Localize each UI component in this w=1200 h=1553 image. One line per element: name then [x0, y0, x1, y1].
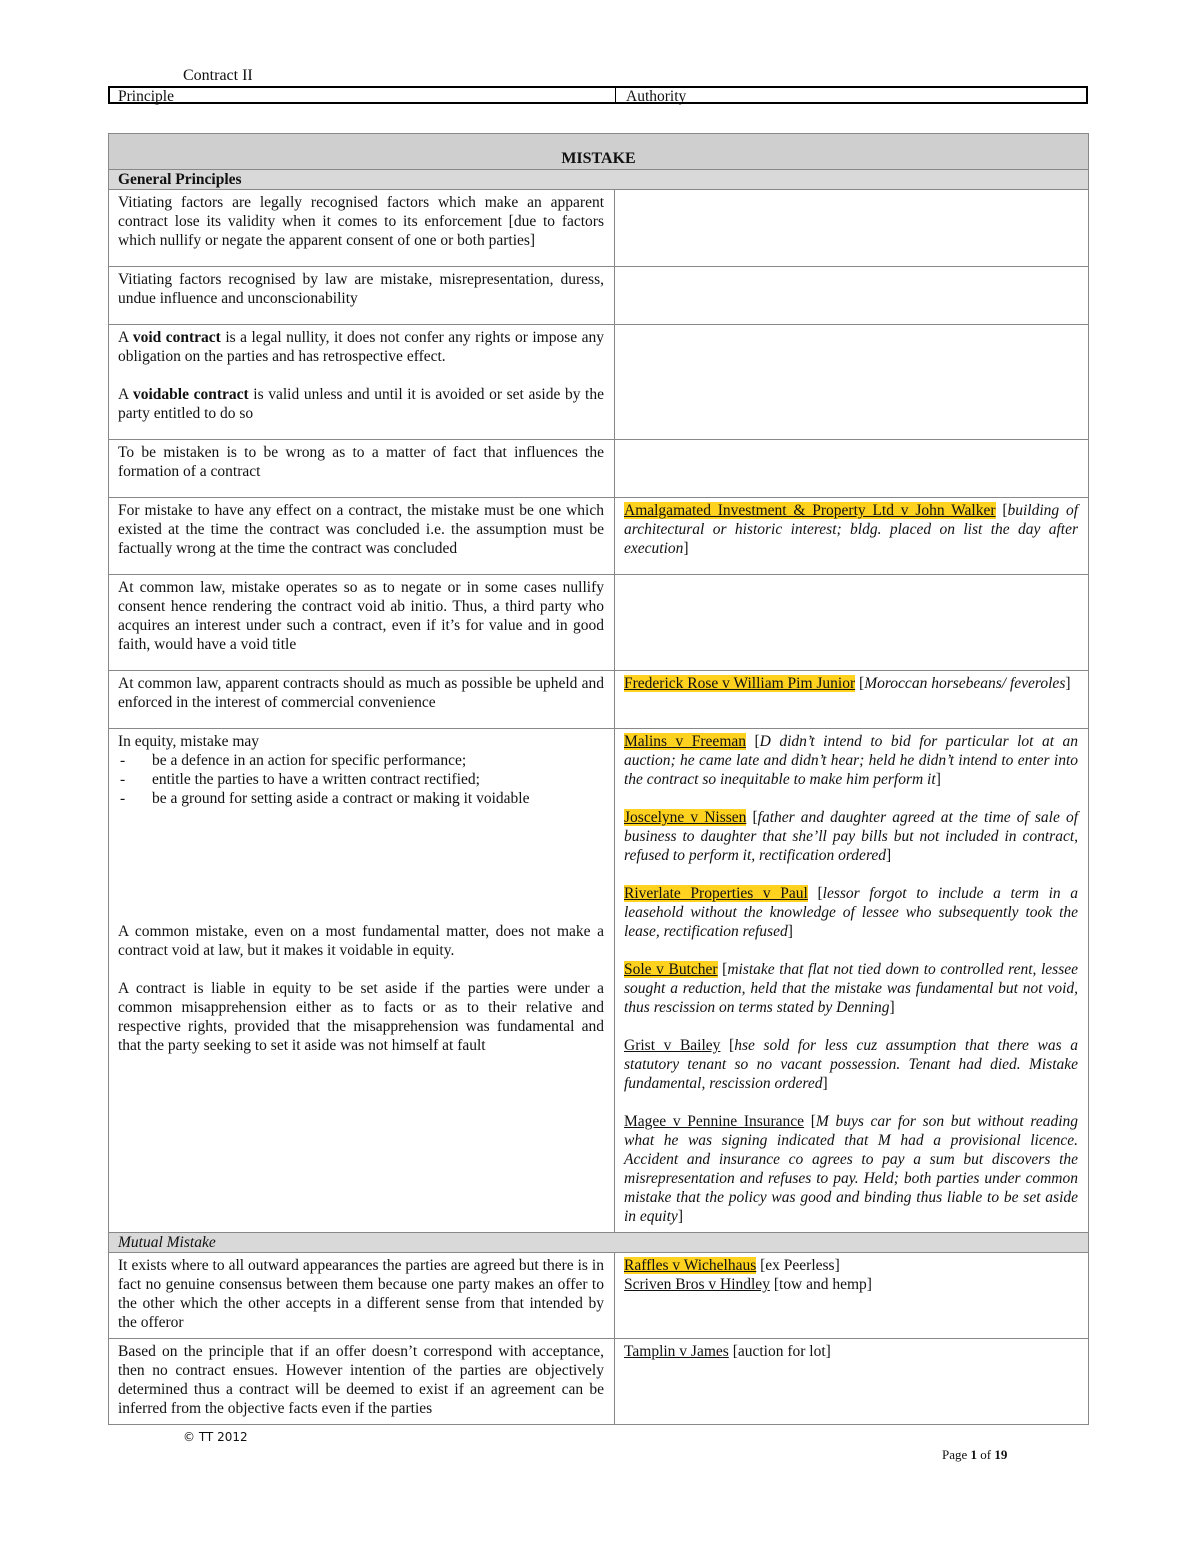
subsection-title-general: General Principles: [109, 170, 1089, 190]
case-entry: [624, 1275, 1078, 1294]
table-row: [109, 1339, 1089, 1425]
principle-cell: To be mistaken is to be wrong as to a matter of fact that influences the formation of a contract: [109, 440, 615, 498]
text-run: ]: [1065, 675, 1071, 692]
column-header-table: [108, 86, 1088, 104]
authority-cell: [615, 190, 1089, 267]
header-divider: [615, 88, 616, 104]
authority-cell: [615, 267, 1089, 325]
case-name: Grist v Bailey: [624, 1037, 721, 1054]
case-name: Malins v Freeman: [624, 733, 747, 750]
case-note: hse sold for less cuz assumption that there was a statutory tenant so no vacant possession. Tenant had died. Mistake fundamental, rescission ordered: [624, 1037, 1079, 1092]
text-run: of: [977, 1447, 995, 1462]
case-note: building of architectural or historic interest; bldg. placed on list the day after execution: [624, 502, 1079, 557]
text-run: [: [746, 809, 758, 826]
authority-cell: [615, 1253, 1089, 1339]
text-run: [: [855, 675, 865, 692]
authority-cell: [615, 440, 1089, 498]
case-entry: [624, 1112, 1078, 1226]
principle-cell: At common law, apparent contracts should as much as possible be upheld and enforced in the interest of commercial convenience: [109, 671, 615, 729]
table-row: [109, 440, 1089, 498]
principle-cell: Vitiating factors are legally recognised factors which make an apparent contract lose its validity when it comes to its enforcement [due to factors which nullify or negate the apparent consent of one or both parties]: [109, 190, 615, 267]
subsection-title-mutual: Mutual Mistake: [109, 1233, 1089, 1253]
case-note: mistake that flat not tied down to controlled rent, lessee sought a reduction, held that the mistake was fundamental but not void, thus rescission on terms stated by Denning: [624, 961, 1079, 1016]
defined-term: voidable contract: [132, 386, 249, 403]
text-run: [: [720, 1037, 735, 1054]
equity-intro: In equity, mistake may: [118, 733, 260, 750]
principle-cell: For mistake to have any effect on a contract, the mistake must be one which existed at the time the contract was concluded i.e. the assumption must be factually wrong at the time the contract was concluded: [109, 498, 615, 575]
text-run: [: [717, 961, 728, 978]
list-item: - be a ground for setting aside a contract or making it voidable: [118, 789, 604, 808]
table-row: [109, 671, 1089, 729]
section-title: MISTAKE: [109, 134, 1089, 170]
authority-header: Authority: [626, 88, 687, 105]
text-run: ]: [787, 923, 793, 940]
list-item: - be a defence in an action for specific performance;: [118, 751, 604, 770]
case-entry: [624, 884, 1078, 941]
case-entry: [624, 1036, 1078, 1093]
authority-cell: [615, 1339, 1089, 1425]
case-entry: [624, 808, 1078, 865]
case-name: Magee v Pennine Insurance: [624, 1113, 805, 1130]
equity-list: [118, 751, 604, 808]
authority-cell: [615, 671, 1089, 729]
case-name: Tamplin v James: [624, 1343, 729, 1360]
text-run: [: [746, 733, 760, 750]
case-name: Joscelyne v Nissen: [624, 809, 747, 826]
table-row: [109, 1253, 1089, 1339]
void-contract-definition: [118, 328, 604, 366]
common-mistake-paragraph: A common mistake, even on a most fundamental matter, does not make a contract void at law, but it makes it voidable in equity.: [118, 923, 604, 959]
text-run: [: [804, 1113, 816, 1130]
case-note: [auction for lot]: [728, 1343, 831, 1360]
total-pages: 19: [994, 1447, 1008, 1462]
table-row: [109, 729, 1089, 1233]
case-name: Frederick Rose v William Pim Junior: [624, 675, 856, 692]
defined-term: void contract: [132, 329, 221, 346]
principle-cell: [109, 325, 615, 440]
authority-cell: [615, 498, 1089, 575]
voidable-contract-definition: [118, 385, 604, 423]
current-page: 1: [970, 1447, 978, 1462]
case-note: [ex Peerless]: [756, 1257, 840, 1274]
authority-cell: [615, 729, 1089, 1233]
text-run: ]: [935, 771, 941, 788]
text-run: A: [118, 386, 133, 403]
case-note: M buys car for son but without reading what he was signing indicated that M had a provisional licence. Accident and insurance co agrees to pay a sum but discovers the misrepresentation and refuses to pay. Held; both parties under common mistake that the policy was good and binding thus liable to be set aside in equity: [624, 1113, 1079, 1225]
spacer: [118, 808, 604, 922]
principle-cell: Vitiating factors recognised by law are mistake, misrepresentation, duress, undue influence and unconscionability: [109, 267, 615, 325]
text-run: ]: [677, 1208, 683, 1225]
case-name: Scriven Bros v Hindley: [624, 1276, 770, 1293]
text-run: ]: [886, 847, 892, 864]
case-note: [tow and hemp]: [769, 1276, 872, 1293]
text-run: [: [807, 885, 823, 902]
text-run: [: [995, 502, 1008, 519]
principle-cell: [109, 729, 615, 1233]
principle-cell: It exists where to all outward appearances the parties are agreed but there is in fact no genuine consensus between them because one party makes an offer to the other which the other accepts in a different sense from that intended by the offeror: [109, 1253, 615, 1339]
case-name: Riverlate Properties v Paul: [624, 885, 808, 902]
mistake-table: [108, 133, 1089, 1425]
equity-setaside-paragraph: A contract is liable in equity to be set aside if the parties were under a common misapprehension either as to facts or as to their relative and respective rights, provided that the misapprehension was fundamental and that the party seeking to set it aside was not himself at fault: [118, 980, 604, 1054]
case-note: lessor forgot to include a term in a leasehold without the knowledge of lessee who subsequently took the lease, rectification refused: [624, 885, 1079, 940]
text-run: ]: [822, 1075, 828, 1092]
case-name: Raffles v Wichelhaus: [624, 1257, 757, 1274]
document-title: Contract II: [183, 67, 253, 84]
case-note: D didn’t intend to bid for particular lot at an auction; he came late and didn’t hear; held he didn’t intend to enter into the contract so inequitable to make him perform it: [624, 733, 1079, 788]
case-note: father and daughter agreed at the time of sale of business to daughter that she’ll pay bills but not included in contract, refused to perform it, rectification ordered: [624, 809, 1079, 864]
case-note: Moroccan horsebeans/ feveroles: [864, 675, 1066, 692]
text-run: ]: [683, 540, 689, 557]
subsection-row-mutual: [109, 1233, 1089, 1253]
text-run: ]: [889, 999, 895, 1016]
table-row: [109, 267, 1089, 325]
authority-cell: [615, 325, 1089, 440]
case-name: Amalgamated Investment & Property Ltd v John Walker: [624, 502, 996, 519]
text-run: A: [118, 329, 133, 346]
case-name: Sole v Butcher: [624, 961, 718, 978]
page-number: [942, 1445, 1007, 1464]
case-entry: [624, 732, 1078, 789]
subsection-row-general: [109, 170, 1089, 190]
text-run: is valid unless and until it is avoided or set aside by the party entitled to do so: [118, 386, 604, 422]
section-title-row: [109, 134, 1089, 170]
copyright-notice: © TT 2012: [183, 1430, 248, 1444]
case-entry: [624, 1256, 1078, 1275]
principle-header: Principle: [118, 88, 174, 105]
case-entry: [624, 960, 1078, 1017]
list-item: - entitle the parties to have a written contract rectified;: [118, 770, 604, 789]
text-run: Page: [942, 1447, 971, 1462]
table-row: [109, 325, 1089, 440]
text-run: is a legal nullity, it does not confer any rights or impose any obligation on the parties and has retrospective effect.: [118, 329, 604, 365]
principle-cell: At common law, mistake operates so as to negate or in some cases nullify consent hence rendering the contract void ab initio. Thus, a third party who acquires an interest under such a contract, even if it’s for value and in good faith, would have a void title: [109, 575, 615, 671]
table-row: [109, 575, 1089, 671]
principle-cell: Based on the principle that if an offer doesn’t correspond with acceptance, then no contract ensues. However intention of the parties are objectively determined thus a contract will be deemed to exist if an agreement can be inferred from the objective facts even if the parties: [109, 1339, 615, 1425]
table-row: [109, 498, 1089, 575]
authority-cell: [615, 575, 1089, 671]
table-row: [109, 190, 1089, 267]
